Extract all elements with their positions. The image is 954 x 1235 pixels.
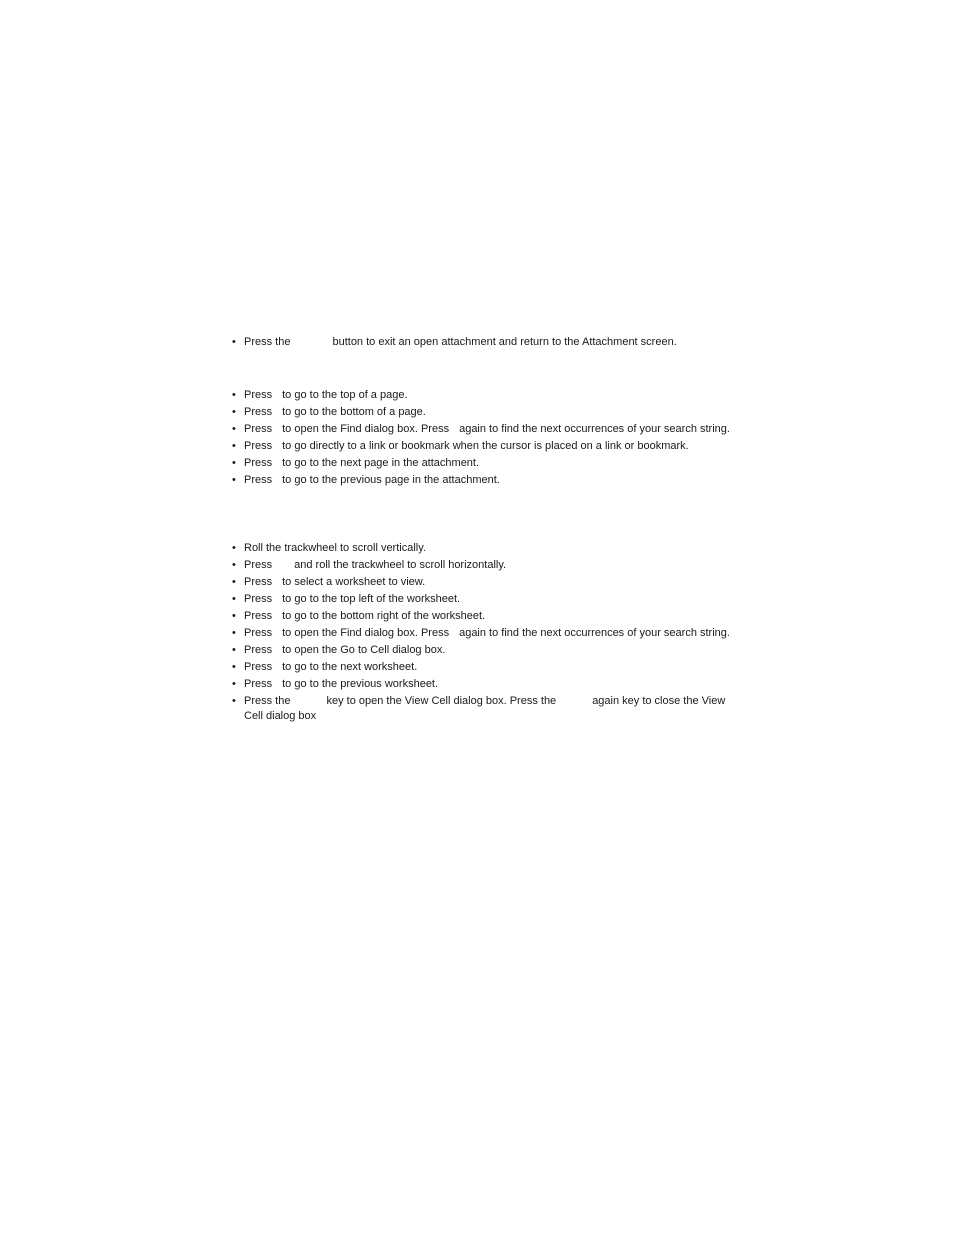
bullet-icon: • (232, 661, 236, 673)
list-item: • Press to go to the previous worksheet. (232, 678, 439, 690)
list-item: • Press to select a worksheet to view. (232, 576, 426, 588)
bullet-icon: • (232, 440, 236, 452)
list-item: • Press to go to the previous page in the attachment. (232, 474, 500, 486)
list-item: • Press to go to the next worksheet. (232, 661, 418, 673)
bullet-icon: • (232, 593, 236, 605)
bullet-icon: • (232, 389, 236, 401)
bullet-icon: • (232, 627, 236, 639)
bullet-icon: • (232, 542, 236, 554)
list-item: • Press to go to the top left of the worksheet. (232, 593, 461, 605)
bullet-icon: • (232, 406, 236, 418)
bullet-icon: • (232, 610, 236, 622)
list-item: • Press to open the Find dialog box. Press again to find the next occurrences of your search string. (232, 423, 730, 435)
attachment-instructions-list (232, 335, 732, 352)
bullet-icon: • (232, 457, 236, 469)
bullet-icon: • (232, 576, 236, 588)
list-item: • Press to go directly to a link or bookmark when the cursor is placed on a link or bookmark. (232, 440, 689, 452)
bullet-icon: • (232, 695, 236, 707)
list-item: • Press to go to the bottom right of the worksheet. (232, 610, 486, 622)
list-item: • Press the key to open the View Cell dialog box. Press the again key to close the View Cell dialog box (232, 695, 726, 722)
list-item: • Press to go to the top of a page. (232, 389, 408, 401)
list-item: • Press to go to the bottom of a page. (232, 406, 426, 418)
document-instructions-list (232, 388, 732, 490)
list-item: • Roll the trackwheel to scroll vertically. (232, 542, 426, 554)
list-item: • Press and roll the trackwheel to scroll horizontally. (232, 559, 507, 571)
list-item: • Press to open the Go to Cell dialog box. (232, 644, 446, 656)
list-item: • Press to go to the next page in the attachment. (232, 457, 480, 469)
spreadsheet-instructions-list (232, 541, 732, 726)
list-item: • Press to open the Find dialog box. Press again to find the next occurrences of your search string. (232, 627, 730, 639)
bullet-icon: • (232, 336, 236, 348)
bullet-icon: • (232, 559, 236, 571)
bullet-icon: • (232, 644, 236, 656)
bullet-icon: • (232, 474, 236, 486)
bullet-icon: • (232, 423, 236, 435)
list-item: • Press the button to exit an open attachment and return to the Attachment screen. (232, 336, 677, 348)
bullet-icon: • (232, 678, 236, 690)
